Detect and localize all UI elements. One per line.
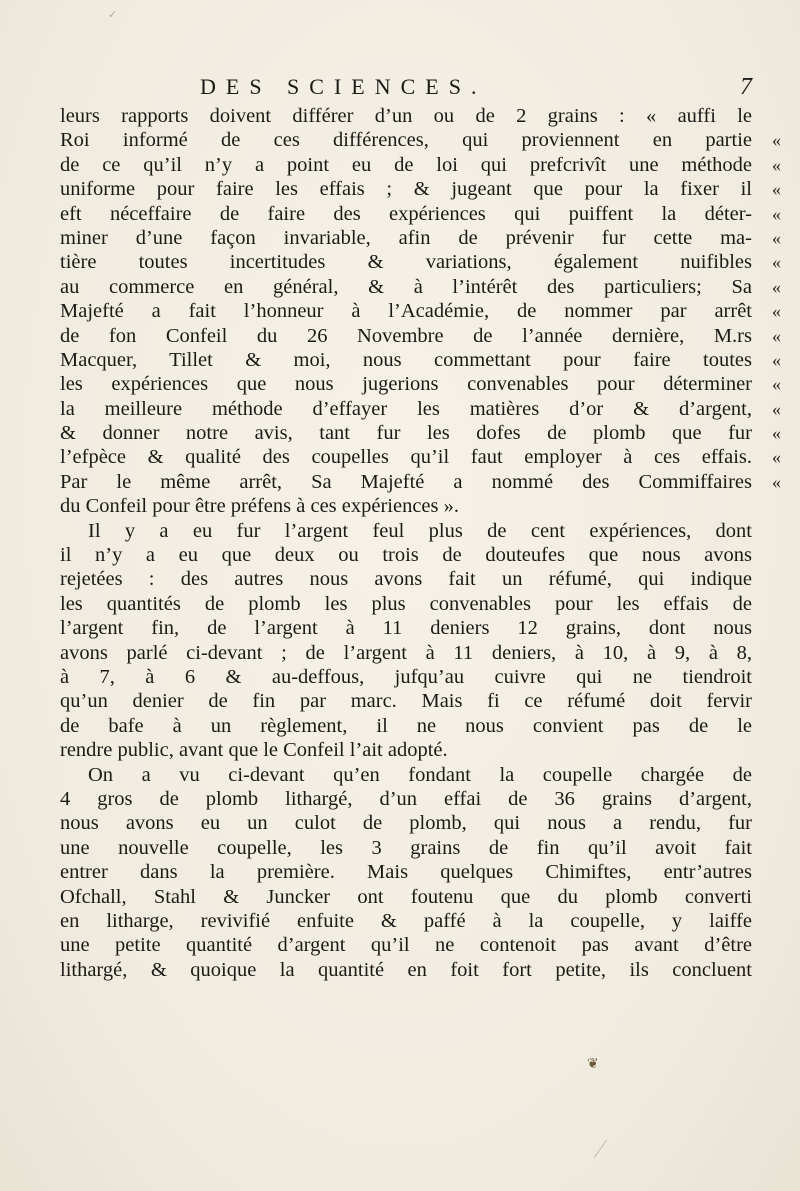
text-line: [60, 665, 760, 689]
text-line: [60, 128, 781, 152]
line-text: uniforme pour faire les effais ; & jugeant que pour la fixer il: [60, 178, 752, 201]
line-text: qu’un denier de fin par marc. Mais fi ce réfumé doit fervir: [60, 690, 752, 713]
text-line: [60, 909, 760, 933]
text-line: [60, 250, 781, 274]
quotation-mark: «: [772, 154, 781, 175]
text-line: [60, 470, 781, 494]
line-text: nous avons eu un culot de plomb, qui nous a rendu, fur: [60, 812, 752, 835]
line-text: les quantités de plomb les plus convenables pour les effais de: [60, 592, 752, 615]
line-text: une nouvelle coupelle, les 3 grains de fin qu’il avoit fait: [60, 836, 752, 859]
line-text: de bafe à un règlement, il ne nous convient pas de le: [60, 714, 752, 737]
text-line: [60, 933, 760, 957]
line-text: 4 gros de plomb lithargé, d’un effai de 36 grains d’argent,: [60, 787, 752, 810]
text-line: [60, 397, 781, 421]
line-text: eft néceffaire de faire des expériences qui puiffent la déter-: [60, 202, 752, 225]
text-line: [60, 567, 760, 591]
quotation-mark: «: [772, 349, 781, 370]
quotation-mark: «: [772, 301, 781, 322]
text-line: [60, 641, 760, 665]
running-title: DES SCIENCES.: [200, 74, 487, 99]
text-line: [60, 421, 781, 445]
line-text: avons parlé ci-devant ; de l’argent à 11 deniers, à 10, à 9, à 8,: [60, 641, 752, 664]
line-text: Ofchall, Stahl & Juncker ont foutenu que du plomb converti: [60, 885, 752, 908]
text-line: [60, 202, 781, 226]
quotation-mark: «: [772, 447, 781, 468]
text-line: [60, 763, 760, 787]
text-line: [60, 811, 760, 835]
text-line: [60, 836, 760, 860]
line-text: les expériences que nous jugerions convenables pour déterminer: [60, 373, 752, 396]
line-text: rejetées : des autres nous avons fait un réfumé, qui indique: [60, 568, 752, 591]
quotation-mark: «: [772, 325, 781, 346]
text-line: [60, 714, 760, 738]
text-line: [60, 543, 760, 567]
text-line: [60, 324, 781, 348]
line-text: tière toutes incertitudes & variations, également nuifibles: [60, 251, 752, 274]
text-line: [60, 860, 760, 884]
text-line: [60, 153, 781, 177]
quotation-mark: «: [772, 179, 781, 200]
text-line: [60, 494, 760, 518]
line-text: lithargé, & quoique la quantité en foit fort petite, ils concluent: [60, 958, 752, 981]
quotation-mark: «: [772, 398, 781, 419]
text-line: [60, 372, 781, 396]
text-line: [60, 104, 760, 128]
quotation-mark: «: [772, 276, 781, 297]
text-line: [60, 299, 781, 323]
line-text: leurs rapports doivent différer d’un ou de 2 grains : « auffi le: [60, 105, 752, 127]
line-text: rendre public, avant que le Confeil l’ait adopté.: [60, 739, 448, 762]
text-line: [60, 226, 781, 250]
text-line: [60, 348, 781, 372]
quotation-mark: «: [772, 203, 781, 224]
line-text: On a vu ci-devant qu’en fondant la coupelle chargée de: [88, 763, 752, 786]
line-text: de fon Confeil du 26 Novembre de l’année dernière, M.rs: [60, 324, 752, 347]
text-line: [60, 275, 781, 299]
line-text: miner d’une façon invariable, afin de prévenir fur cette ma-: [60, 226, 752, 249]
quotation-mark: «: [772, 423, 781, 444]
line-text: au commerce en général, & à l’intérêt des particuliers; Sa: [60, 275, 752, 298]
line-text: l’efpèce & qualité des coupelles qu’il faut employer à ces effais.: [60, 446, 752, 469]
text-line: [60, 592, 760, 616]
text-line: [60, 519, 760, 543]
line-text: Roi informé de ces différences, qui proviennent en partie: [60, 129, 752, 152]
fleuron-ornament-icon: ❦: [587, 1056, 599, 1072]
quotation-mark: «: [772, 471, 781, 492]
quotation-mark: «: [772, 374, 781, 395]
text-line: [60, 445, 781, 469]
line-text: & donner notre avis, tant fur les dofes de plomb que fur: [60, 422, 752, 445]
text-line: [60, 616, 760, 640]
text-line: [60, 738, 760, 762]
text-line: [60, 689, 760, 713]
line-text: Il y a eu fur l’argent feul plus de cent expériences, dont: [88, 519, 752, 542]
text-line: [60, 958, 760, 982]
body-text: [60, 104, 781, 982]
line-text: l’argent fin, de l’argent à 11 deniers 12 grains, dont nous: [60, 617, 752, 640]
page-number: 7: [740, 74, 752, 100]
margin-mark: ✓: [108, 8, 118, 21]
page-header: [200, 74, 760, 108]
line-text: une petite quantité d’argent qu’il ne contenoit pas avant d’être: [60, 934, 752, 957]
quotation-mark: «: [772, 252, 781, 273]
text-line: [60, 787, 760, 811]
quotation-mark: «: [772, 130, 781, 151]
line-text: la meilleure méthode d’effayer les matières d’or & d’argent,: [60, 397, 752, 420]
text-line: [60, 177, 781, 201]
paper-mark: [594, 1139, 625, 1170]
line-text: entrer dans la première. Mais quelques Chimiftes, entr’autres: [60, 861, 752, 884]
line-text: Majefté a fait l’honneur à l’Académie, de nommer par arrêt: [60, 300, 752, 323]
line-text: de ce qu’il n’y a point eu de loi qui prefcrivît une méthode: [60, 153, 752, 176]
text-line: [60, 885, 760, 909]
line-text: Par le même arrêt, Sa Majefté a nommé des Commiffaires: [60, 470, 752, 493]
quotation-mark: «: [772, 227, 781, 248]
line-text: il n’y a eu que deux ou trois de douteufes que nous avons: [60, 544, 752, 567]
line-text: du Confeil pour être préfens à ces expériences ».: [60, 495, 460, 518]
line-text: en litharge, revivifié enfuite & paffé à la coupelle, y laiffe: [60, 909, 752, 932]
line-text: Macquer, Tillet & moi, nous commettant pour faire toutes: [60, 348, 752, 371]
line-text: à 7, à 6 & au-deffous, jufqu’au cuivre qui ne tiendroit: [60, 665, 752, 688]
